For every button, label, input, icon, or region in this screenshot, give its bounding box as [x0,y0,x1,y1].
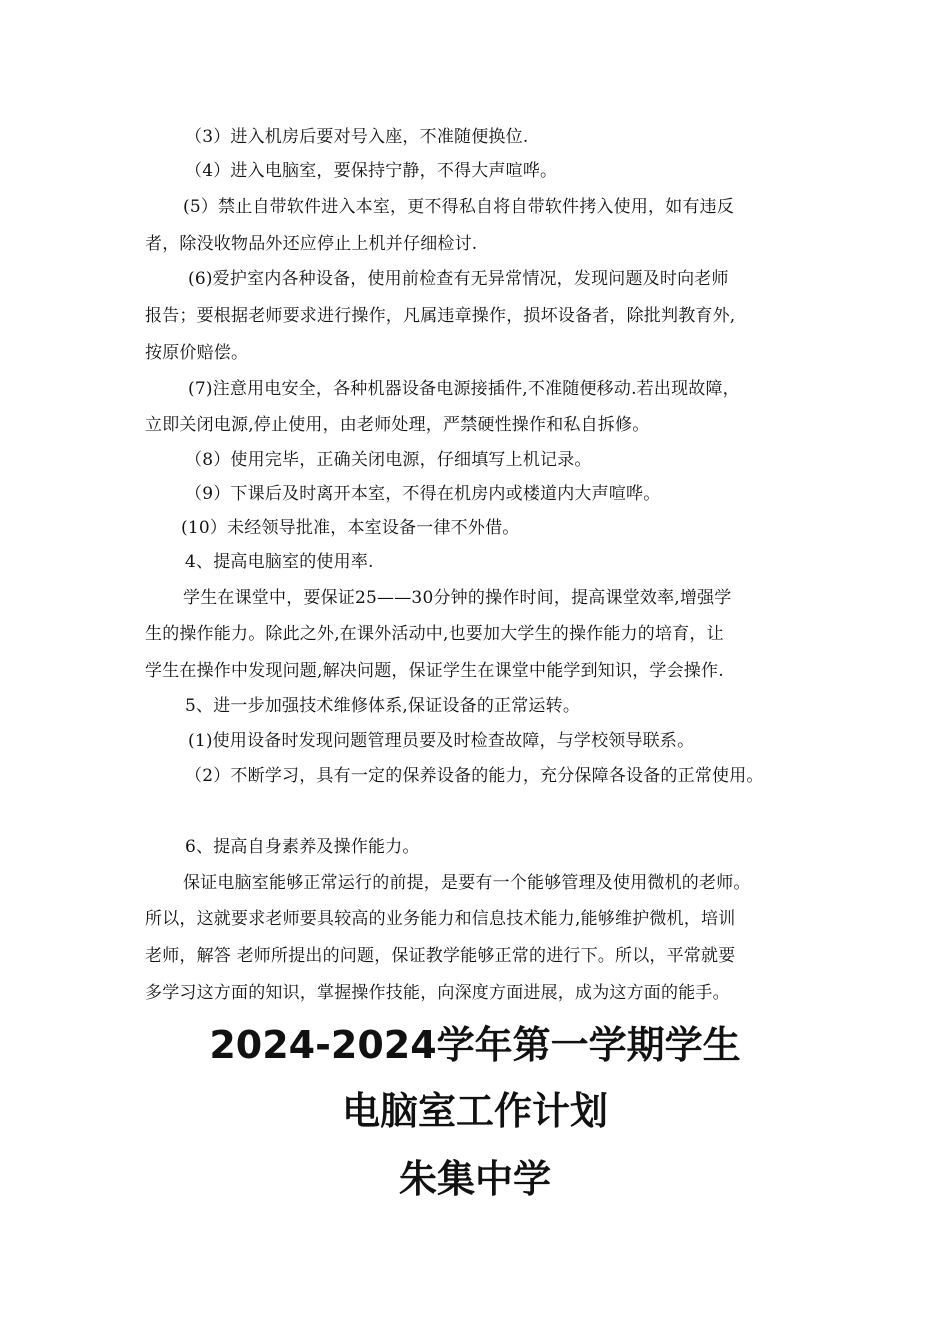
section-4-line-3: 学生在操作中发现问题,解决问题，保证学生在课堂中能学到知识，学会操作. [145,661,724,681]
rule-4: （4）进入电脑室，要保持宁静，不得大声喧哗。 [185,161,558,181]
rule-7-line-1: (7)注意用电安全，各种机器设备电源接插件,不准随便移动.若出现故障， [188,379,740,399]
rule-6-line-3: 按原价赔偿。 [145,343,249,363]
section-4-line-1: 学生在课堂中，要保证25——30分钟的操作时间，提高课堂效率,增强学 [183,588,732,608]
section-5-heading: 5、进一步加强技术维修体系,保证设备的正常运转。 [185,696,581,716]
section-6-line-2: 所以，这就要求老师要具较高的业务能力和信息技术能力,能够维护微机，培训 [145,909,736,929]
section-5-item-2: （2）不断学习，具有一定的保养设备的能力，充分保障各设备的正常使用。 [185,766,764,786]
rule-6-line-2: 报告；要根据老师要求进行操作，凡属违章操作，损坏设备者，除批判教育外, [145,306,736,326]
school-name: 朱集中学 [398,1157,551,1201]
rule-3: （3）进入机房后要对号入座，不准随便换位. [185,127,529,147]
title-line-2: 电脑室工作计划 [341,1089,608,1133]
title-line-1: 2024-2024学年第一学期学生 [209,1023,741,1067]
rule-9: （9）下课后及时离开本室，不得在机房内或楼道内大声喧哗。 [185,484,661,504]
rule-6-line-1: (6)爱护室内各种设备，使用前检查有无异常情况，发现问题及时向老师 [188,269,729,289]
rule-10: (10）未经领导批准，本室设备一律不外借。 [181,518,520,538]
rule-5-line-1: (5）禁止自带软件进入本室，更不得私自将自带软件拷入使用，如有违反 [183,197,735,217]
rule-7-line-2: 立即关闭电源,停止使用，由老师处理，严禁硬性操作和私自拆修。 [145,415,650,435]
section-4-line-2: 生的操作能力。除此之外,在课外活动中,也要加大学生的操作能力的培育，让 [145,624,724,644]
rule-5-line-2: 者，除没收物品外还应停止上机并仔细检讨. [145,234,478,254]
section-5-item-1: (1)使用设备时发现问题管理员要及时检查故障，与学校领导联系。 [188,731,695,751]
section-6-line-4: 多学习这方面的知识，掌握操作技能，向深度方面进展，成为这方面的能手。 [145,983,730,1003]
section-4-heading: 4、提高电脑室的使用率. [185,552,374,572]
rule-8: （8）使用完毕，正确关闭电源，仔细填写上机记录。 [185,450,592,470]
section-6-heading: 6、提高自身素养及操作能力。 [185,837,420,857]
section-6-line-3: 老师，解答 老师所提出的问题，保证教学能够正常的进行下。所以，平常就要 [145,946,736,966]
section-6-line-1: 保证电脑室能够正常运行的前提，是要有一个能够管理及使用微机的老师。 [183,873,751,893]
